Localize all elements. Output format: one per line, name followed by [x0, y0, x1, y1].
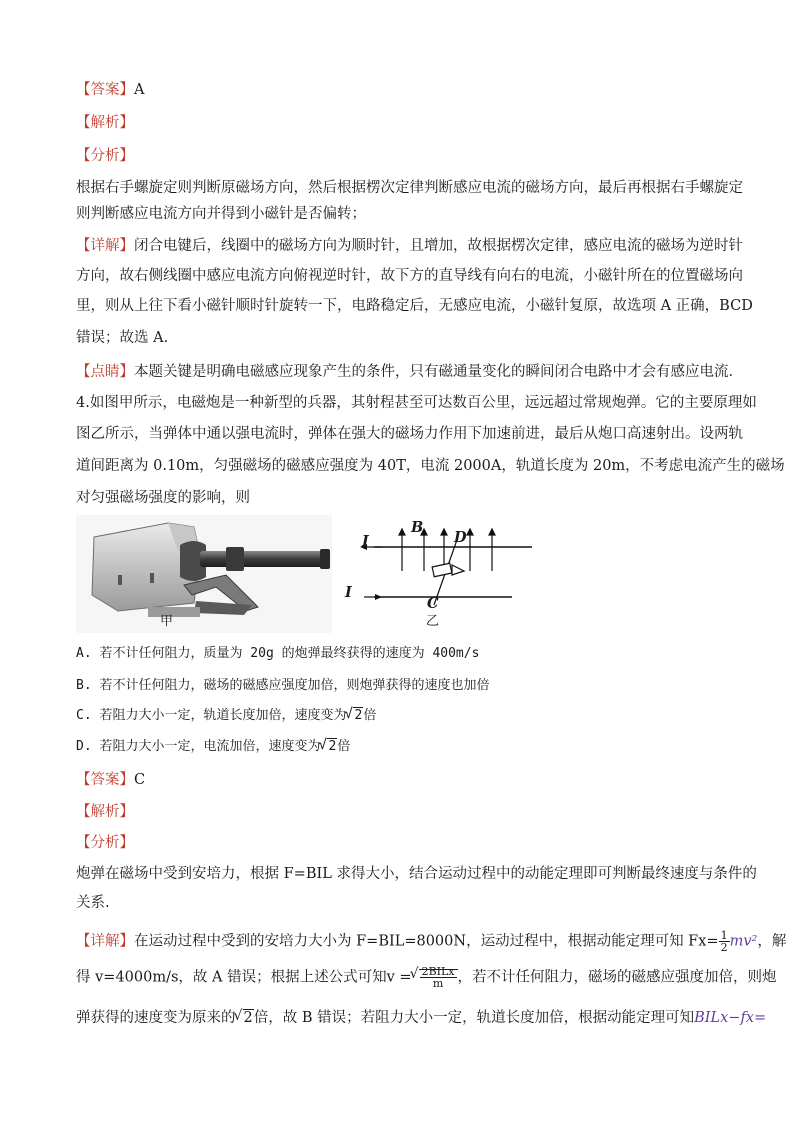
option-d-text: D. 若阻力大小一定，电流加倍，速度变为 [76, 739, 321, 754]
xiangjie-tag: 【详解】 [76, 933, 134, 950]
answer-tag: 【答案】 [76, 82, 134, 98]
dianjing-text: 本题关键是明确电磁感应现象产生的条件，只有磁通量变化的瞬间闭合电路中才会有感应电流． [134, 364, 743, 380]
option-d-suffix: 倍 [337, 739, 351, 754]
current-label-bottom: I [345, 584, 352, 601]
figure-jia-label: 甲 [160, 614, 174, 629]
q3-xiangjie-line-4: 错误；故选 A. [76, 330, 169, 346]
q4-stem-line-4: 对匀强磁场强度的影响，则 [76, 490, 250, 506]
numerator: 1 [720, 929, 728, 942]
railgun-photo [76, 515, 332, 633]
answer-value: A [134, 82, 145, 98]
xiangjie-tail: ，若不计任何阻力，磁场的磁感应强度加倍，则炮 [457, 969, 777, 986]
sqrt-formula [412, 966, 458, 989]
option-c-suffix: 倍 [363, 708, 377, 723]
dianjing-tag: 【点睛】 [76, 364, 134, 380]
fraction-2bilx-m [420, 966, 457, 989]
xiangjie-text: 在运动过程中受到的安培力大小为 F=BIL=8000N，运动过程中，根据动能定理可知 Fx= [134, 933, 719, 950]
sqrt-two [320, 737, 337, 757]
q4-xiangjie-line-1 [76, 930, 786, 953]
radicand: 2 [354, 708, 363, 723]
numerator: √ 2BILx [421, 965, 455, 978]
figure-yi-label: 乙 [426, 614, 440, 629]
sqrt-two [346, 706, 363, 726]
xiangjie-text-2: 倍，故 B 错误；若阻力大小一定，轨道长度加倍，根据动能定理可知 [253, 1010, 695, 1026]
option-d [76, 737, 350, 757]
xiangjie-tag: 【详解】 [76, 238, 134, 254]
field-label-b: B [411, 519, 424, 536]
q3-jiexi-heading: 【解析】 [76, 115, 134, 131]
denominator: m [432, 977, 444, 990]
answer-tag: 【答案】 [76, 772, 134, 788]
q4-answer-line [76, 770, 145, 790]
q4-stem-line-3: 道间距离为 0.10m，匀强磁场的磁感应强度为 40T，电流 2000A，轨道长度为 20m，不考虑电流产生的磁场 [76, 458, 785, 474]
xiangjie-tail: ，解 [757, 933, 787, 950]
q3-fenxi-line-2: 则判断感应电流方向并得到小磁针是否偏转； [76, 206, 366, 222]
q4-fenxi-line-1: 炮弹在磁场中受到安培力，根据 F=BIL 求得大小，结合运动过程中的动能定理即可判断最终速度与条件的 [76, 866, 757, 882]
xiangjie-text: 弹获得的速度变为原来的 [76, 1010, 236, 1026]
q3-fenxi-line-1: 根据右手螺旋定则判断原磁场方向，然后根据楞次定律判断感应电流的磁场方向，最后再根据右手螺旋定 [76, 180, 743, 196]
radicand [419, 965, 458, 990]
option-a: A. 若不计任何阻力，质量为 20g 的炮弹最终获得的速度为 400m/s [76, 646, 480, 661]
q4-fenxi-heading: 【分析】 [76, 835, 134, 851]
q3-fenxi-heading: 【分析】 [76, 148, 134, 164]
formula-bilx: BILx−fx= [694, 1010, 767, 1026]
xiangjie-text: 得 v=4000m/s，故 A 错误；根据上述公式可知v = [76, 969, 412, 986]
xiangjie-text: 闭合电键后，线圈中的磁场方向为顺时针，且增加，故根据楞次定律，感应电流的磁场为逆时针 [134, 238, 743, 254]
radicand: 2 [328, 739, 337, 754]
q3-answer-line [76, 80, 144, 100]
q4-stem-line-1: 4.如图甲所示，电磁炮是一种新型的兵器，其射程甚至可达数百公里，远远超过常规炮弹。它的主要原理如 [76, 395, 757, 411]
option-c [76, 706, 376, 726]
q3-xiangjie-line-3: 里，则从上往下看小磁针顺时针旋转一下，电路稳定后，无感应电流，小磁针复原，故选项 A 正确，BCD [76, 298, 753, 314]
formula-mv2: mv² [729, 933, 758, 950]
point-label-c: C [427, 595, 439, 612]
answer-value: C [134, 772, 146, 788]
q3-xiangjie-line-1 [76, 236, 743, 256]
option-c-text: C. 若阻力大小一定，轨道长度加倍，速度变为 [76, 708, 347, 723]
railgun-diagram [340, 515, 540, 633]
q4-xiangjie-line-3 [76, 1008, 766, 1028]
q3-xiangjie-line-2: 方向，故右侧线圈中感应电流方向俯视逆时针，故下方的直导线有向右的电流，小磁针所在的位置磁场向 [76, 268, 743, 284]
denominator: 2 [720, 941, 728, 954]
fraction-half [719, 930, 730, 953]
radicand: 2 [243, 1010, 253, 1026]
q4-fenxi-line-2: 关系. [76, 895, 110, 911]
point-label-d: D [454, 529, 467, 546]
current-label-top: I [362, 533, 369, 550]
q4-jiexi-heading: 【解析】 [76, 804, 134, 820]
q3-dianjing-line [76, 362, 743, 382]
q4-stem-line-2: 图乙所示，当弹体中通以强电流时，弹体在强大的磁场力作用下加速前进，最后从炮口高速射出。设两轨 [76, 426, 743, 442]
q4-xiangjie-line-2 [76, 966, 777, 989]
option-b: B. 若不计任何阻力，磁场的磁感应强度加倍，则炮弹获得的速度也加倍 [76, 678, 490, 693]
sqrt-two [236, 1008, 254, 1028]
